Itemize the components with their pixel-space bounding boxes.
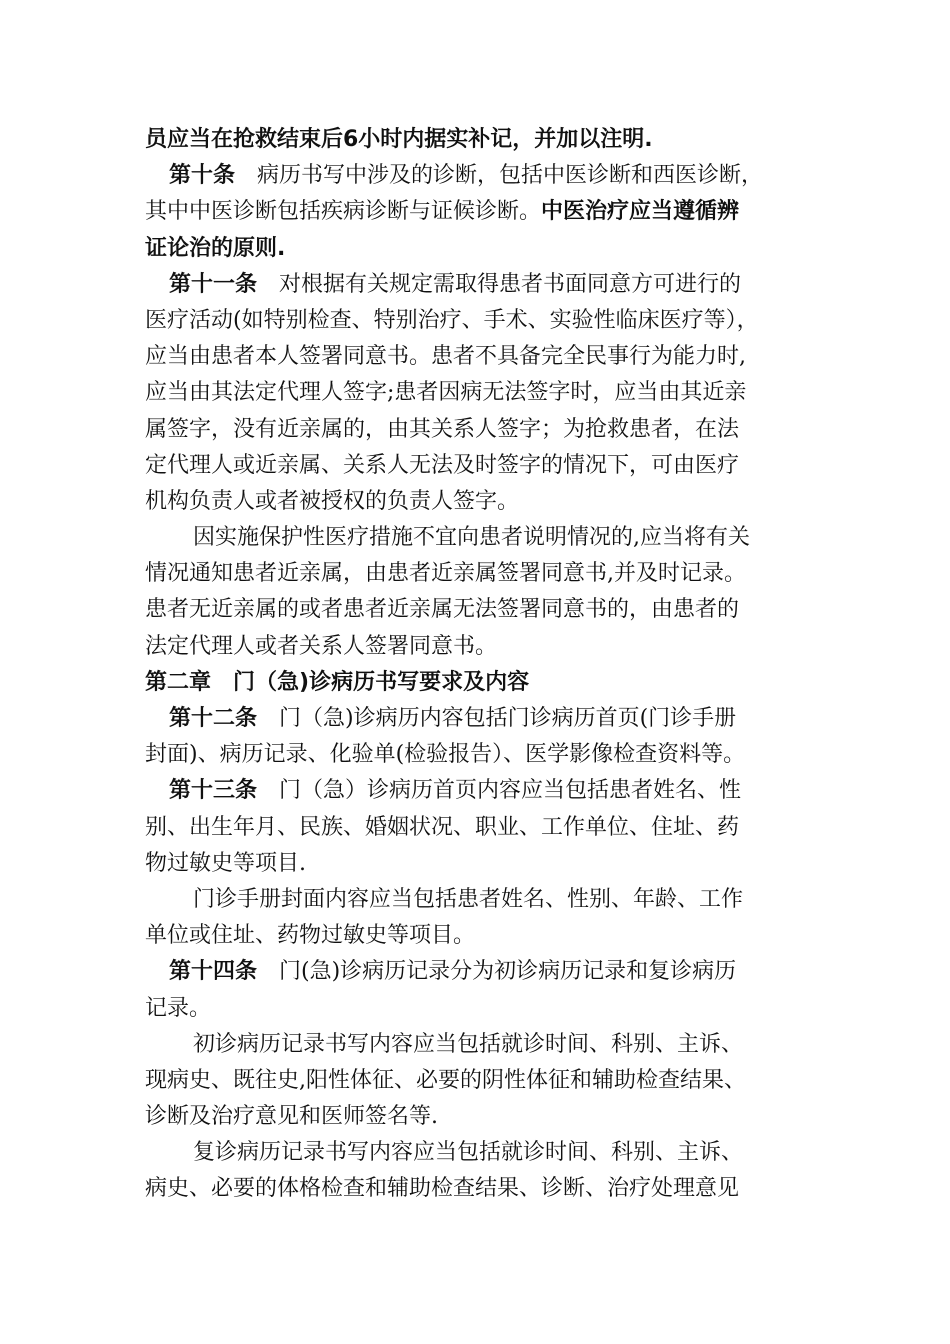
text-line — [145, 412, 810, 448]
text-span: 门(急)诊病历记录分为初诊病历记录和复诊病历 — [279, 959, 737, 985]
text-span: 对根据有关规定需取得患者书面同意方可进行的 — [279, 271, 742, 297]
text-line — [145, 810, 810, 846]
text-line — [145, 122, 810, 158]
article-heading: 第十一条 — [169, 271, 258, 297]
article-11-line — [145, 267, 810, 303]
text-line — [145, 991, 810, 1027]
chapter-number: 第二章 — [145, 669, 212, 695]
article-13-line — [145, 773, 810, 809]
bold-text: 员应当在抢救结束后6小时内据实补记，并加以注明. — [145, 127, 653, 152]
paragraph-line — [145, 1027, 810, 1063]
text-span: 单位或住址、药物过敏史等项目。 — [145, 923, 476, 949]
text-line — [145, 556, 810, 592]
text-line — [145, 484, 810, 520]
text-span: 病史、必要的体格检查和辅助检查结果、诊断、治疗处理意见 — [145, 1176, 740, 1202]
text-line — [145, 846, 810, 882]
text-span: 机构负责人或者被授权的负责人签字。 — [145, 488, 520, 514]
article-12-line — [145, 701, 810, 737]
text-span: 初诊病历记录书写内容应当包括就诊时间、科别、主诉、 — [193, 1031, 744, 1057]
text-span: 门（急)诊病历内容包括门诊病历首页(门诊手册 — [279, 706, 737, 731]
text-line — [145, 629, 810, 665]
text-line — [145, 194, 810, 230]
text-line — [145, 737, 810, 773]
text-line — [145, 231, 810, 267]
article-heading: 第十二条 — [169, 706, 258, 731]
text-line — [145, 592, 810, 628]
text-span: 属签字，没有近亲属的，由其关系人签字；为抢救患者，在法 — [145, 416, 740, 442]
text-span: 定代理人或近亲属、关系人无法及时签字的情况下，可由医疗 — [145, 452, 740, 478]
text-line — [145, 1063, 810, 1099]
bold-text: 中医治疗应当遵循辨 — [541, 199, 740, 225]
chapter-heading — [145, 665, 810, 701]
text-span: 情况通知患者近亲属，由患者近亲属签署同意书,并及时记录。 — [145, 561, 746, 587]
article-heading: 第十条 — [169, 163, 236, 189]
text-span: 诊断及治疗意见和医师签名等. — [145, 1104, 438, 1130]
text-line — [145, 448, 810, 484]
document-page — [145, 122, 810, 1208]
text-span: 病历书写中涉及的诊断，包括中医诊断和西医诊断， — [257, 163, 764, 189]
article-heading: 第十四条 — [169, 959, 258, 985]
text-line — [145, 918, 810, 954]
text-span: 复诊病历记录书写内容应当包括就诊时间、科别、主诉、 — [193, 1140, 744, 1166]
text-span: 现病史、既往史,阳性体征、必要的阴性体征和辅助检查结果、 — [145, 1067, 746, 1093]
paragraph-line — [145, 1135, 810, 1171]
text-span: 物过敏史等项目. — [145, 850, 306, 876]
text-span: 法定代理人或者关系人签署同意书。 — [145, 633, 498, 659]
text-line — [145, 339, 810, 375]
text-span: 应当由其法定代理人签字;患者因病无法签字时，应当由其近亲 — [145, 380, 747, 406]
text-span: 门诊手册封面内容应当包括患者姓名、性别、年龄、工作 — [193, 886, 744, 912]
text-span: 应当由患者本人签署同意书。患者不具备完全民事行为能力时, — [145, 344, 746, 370]
bold-text: 证论治的原则. — [145, 235, 286, 261]
article-14-line — [145, 954, 810, 990]
text-span: 患者无近亲属的或者患者近亲属无法签署同意书的，由患者的 — [145, 597, 740, 623]
text-line — [145, 1099, 810, 1135]
text-span: 门（急）诊病历首页内容应当包括患者姓名、性 — [279, 778, 742, 804]
text-span: 记录。 — [145, 995, 212, 1021]
text-line — [145, 1171, 810, 1207]
article-heading: 第十三条 — [169, 778, 258, 804]
chapter-title: 门（急)诊病历书写要求及内容 — [233, 669, 530, 695]
text-line — [145, 303, 810, 339]
text-span: 其中中医诊断包括疾病诊断与证候诊断。 — [145, 199, 542, 225]
text-span: 医疗活动(如特别检查、特别治疗、手术、实验性临床医疗等）， — [145, 307, 759, 333]
text-span: 因实施保护性医疗措施不宜向患者说明情况的,应当将有关 — [193, 525, 750, 551]
text-line — [145, 375, 810, 411]
paragraph-line — [145, 520, 810, 556]
text-span: 别、出生年月、民族、婚姻状况、职业、工作单位、住址、药 — [145, 814, 740, 840]
article-10-line — [145, 158, 810, 194]
text-span: 封面)、病历记录、化验单(检验报告）、医学影像检查资料等。 — [145, 742, 746, 768]
paragraph-line — [145, 882, 810, 918]
